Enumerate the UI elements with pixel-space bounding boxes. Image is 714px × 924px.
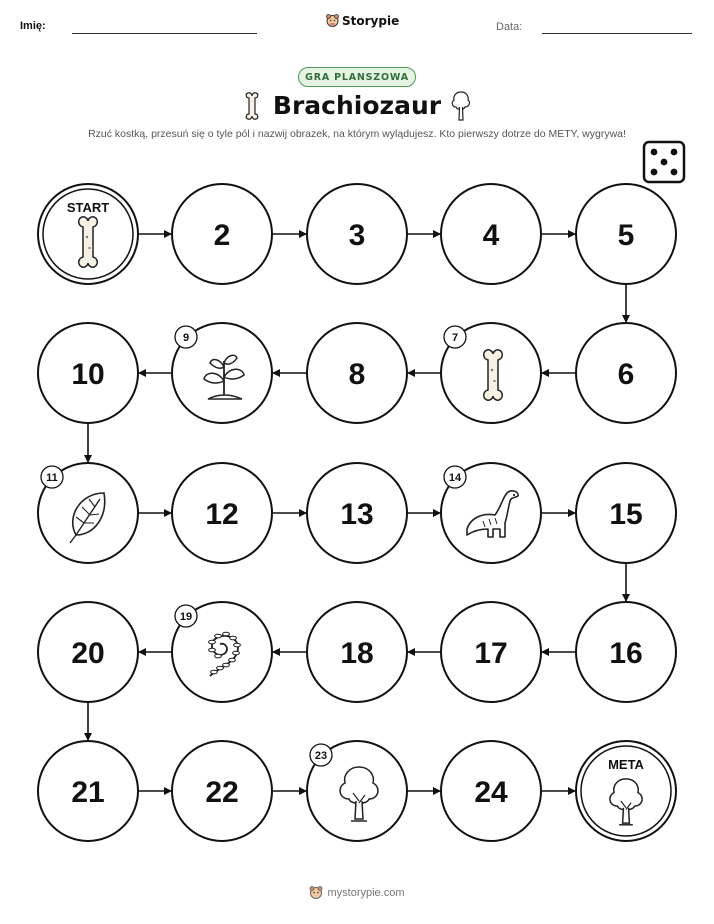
storypie-mascot-icon [309,886,323,900]
footer-url: mystorypie.com [327,887,405,899]
space-number: 12 [205,498,239,531]
space-number: 18 [340,637,374,670]
board-space-21[interactable] [38,741,138,841]
board-space-24[interactable] [441,741,541,841]
space-number: 15 [609,498,643,531]
board-space-9[interactable] [172,323,272,423]
board-space-5[interactable] [576,184,676,284]
board-space-13[interactable] [307,463,407,563]
space-number: 19 [179,611,193,623]
name-label: Imię: [20,20,46,32]
space-number: 22 [205,776,239,809]
space-number: 9 [182,332,190,344]
space-number: 17 [474,637,508,670]
dice-five-icon [644,142,684,182]
space-number: 13 [340,498,374,531]
game-type-badge: GRA PLANSZOWA [298,67,416,87]
space-number: 8 [348,358,366,391]
board-space-18[interactable] [307,602,407,702]
board-space-2[interactable] [172,184,272,284]
finish-label: META [608,757,644,772]
space-number: 4 [482,219,500,252]
board-space-17[interactable] [441,602,541,702]
space-number: 10 [71,358,105,391]
brand-name: Storypie [342,14,400,28]
space-number: 3 [348,219,366,252]
space-number: 14 [448,472,462,484]
finish-space[interactable] [576,741,676,841]
start-label: START [66,200,110,215]
space-number: 20 [71,637,105,670]
board-space-12[interactable] [172,463,272,563]
board-space-3[interactable] [307,184,407,284]
board-space-8[interactable] [307,323,407,423]
start-space[interactable] [38,184,138,284]
instructions: Rzuć kostką, przesuń się o tyle pól i nazwij obrazek, na którym wylądujesz. Kto pierwszy dotrze do METY, wygrywa! [88,128,626,140]
board-space-7[interactable] [441,323,541,423]
space-number: 11 [46,472,58,484]
board-space-11[interactable] [38,463,138,563]
space-number: 5 [617,219,635,252]
space-number: 21 [71,776,105,809]
board-spaces [38,184,676,841]
board-space-10[interactable] [38,323,138,423]
space-number: 7 [451,332,459,344]
space-number: 6 [617,358,635,391]
board-space-15[interactable] [576,463,676,563]
footer [0,886,714,900]
board-space-6[interactable] [576,323,676,423]
board-space-14[interactable] [441,463,541,563]
board-space-19[interactable] [172,602,272,702]
page-title: Brachiozaur [272,91,442,120]
space-number: 16 [609,637,643,670]
space-number: 23 [314,750,328,762]
board-space-4[interactable] [441,184,541,284]
date-label: Data: [496,21,523,33]
board-space-22[interactable] [172,741,272,841]
board-space-16[interactable] [576,602,676,702]
board-space-23[interactable] [307,741,407,841]
space-number: 24 [474,776,508,809]
board-space-20[interactable] [38,602,138,702]
space-number: 2 [213,219,231,252]
